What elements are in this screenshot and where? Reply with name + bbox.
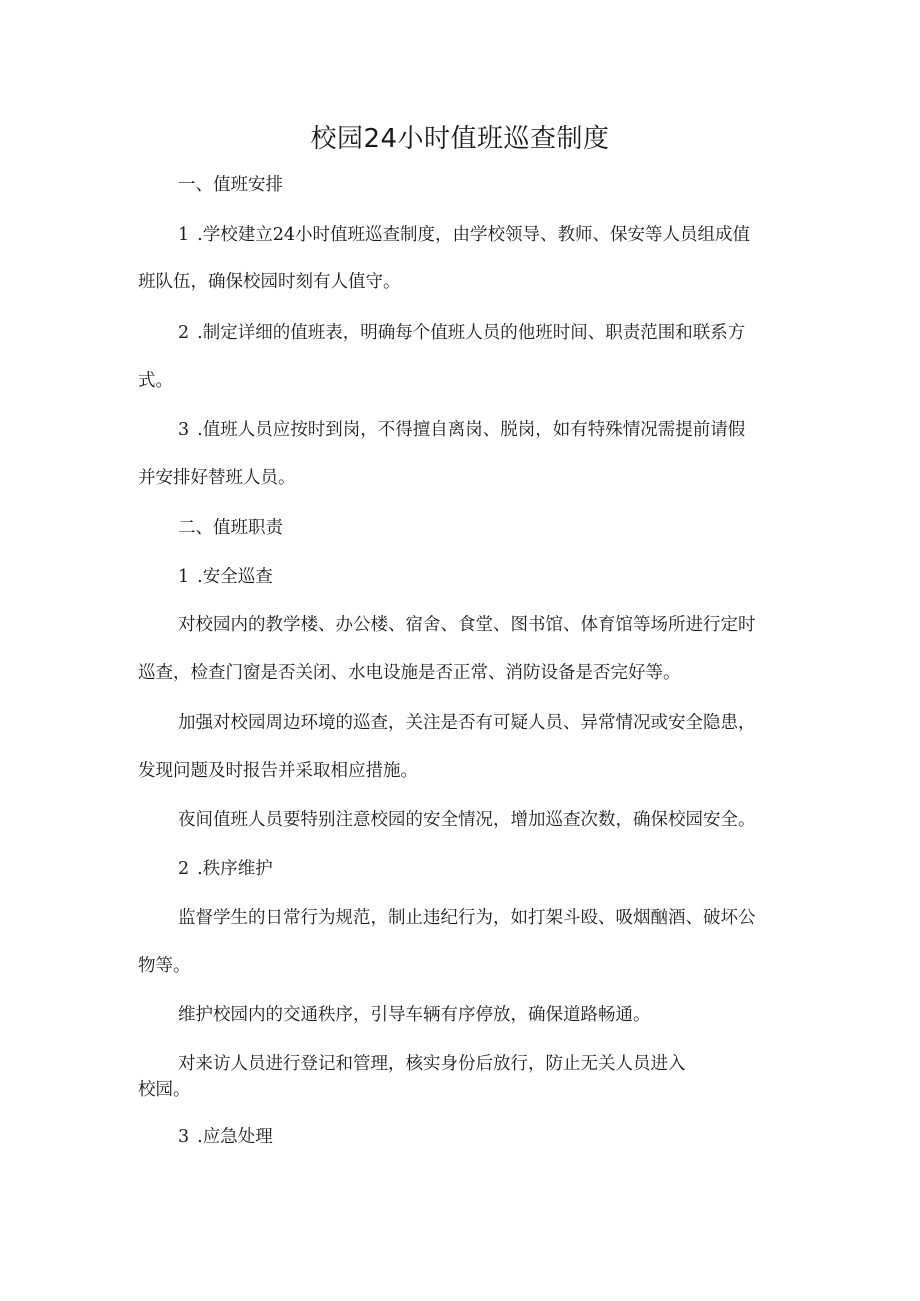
item-text: .制定详细的值班表，明确每个值班人员的他班时间、职责范围和联系方 <box>197 323 746 343</box>
item-text: .学校建立24小时值班巡查制度，由学校领导、教师、保安等人员组成值 <box>197 225 750 245</box>
document-title: 校园24小时值班巡查制度 <box>310 124 610 154</box>
paragraph-line <box>178 223 750 247</box>
paragraph-line: 校园。 <box>138 1080 191 1100</box>
item-number: 3 <box>178 420 190 440</box>
paragraph-line: 对校园内的教学楼、办公楼、宿舍、食堂、图书馆、体育馆等场所进行定时 <box>178 615 756 635</box>
paragraph-line: 夜间值班人员要特别注意校园的安全情况，增加巡查次数，确保校园安全。 <box>178 810 756 830</box>
item-text: .安全巡查 <box>197 567 273 587</box>
section-heading-duty-arrangement: 一、值班安排 <box>178 175 283 195</box>
subsection-heading <box>178 565 273 589</box>
item-text: .值班人员应按时到岗，不得擅自离岗、脱岗，如有特殊情况需提前请假 <box>197 420 746 440</box>
item-number: 2 <box>178 859 190 879</box>
item-text: .应急处理 <box>197 1127 273 1147</box>
section-heading-duty-responsibilities: 二、值班职责 <box>178 518 283 538</box>
item-number: 2 <box>178 323 190 343</box>
item-number: 1 <box>178 567 190 587</box>
subsection-heading <box>178 857 273 881</box>
paragraph-line: 维护校园内的交通秩序，引导车辆有序停放，确保道路畅通。 <box>178 1005 651 1025</box>
paragraph-line: 加强对校园周边环境的巡查，关注是否有可疑人员、异常情况或安全隐患， <box>178 713 756 733</box>
item-text: .秩序维护 <box>197 859 273 879</box>
paragraph-line <box>178 418 745 442</box>
paragraph-line <box>178 321 745 345</box>
item-number: 3 <box>178 1127 190 1147</box>
item-number: 1 <box>178 225 190 245</box>
paragraph-line: 式。 <box>138 371 173 391</box>
paragraph-line: 对来访人员进行登记和管理，核实身份后放行，防止无关人员进入 <box>178 1054 686 1074</box>
paragraph-line: 物等。 <box>138 956 191 976</box>
paragraph-line: 班队伍，确保校园时刻有人值守。 <box>138 272 401 292</box>
paragraph-line: 巡查，检查门窗是否关闭、水电设施是否正常、消防设备是否完好等。 <box>138 663 681 683</box>
subsection-heading <box>178 1125 273 1149</box>
paragraph-line: 并安排好替班人员。 <box>138 468 296 488</box>
paragraph-line: 发现问题及时报告并采取相应措施。 <box>138 761 418 781</box>
paragraph-line: 监督学生的日常行为规范，制止违纪行为，如打架斗殴、吸烟酗酒、破坏公 <box>178 908 756 928</box>
